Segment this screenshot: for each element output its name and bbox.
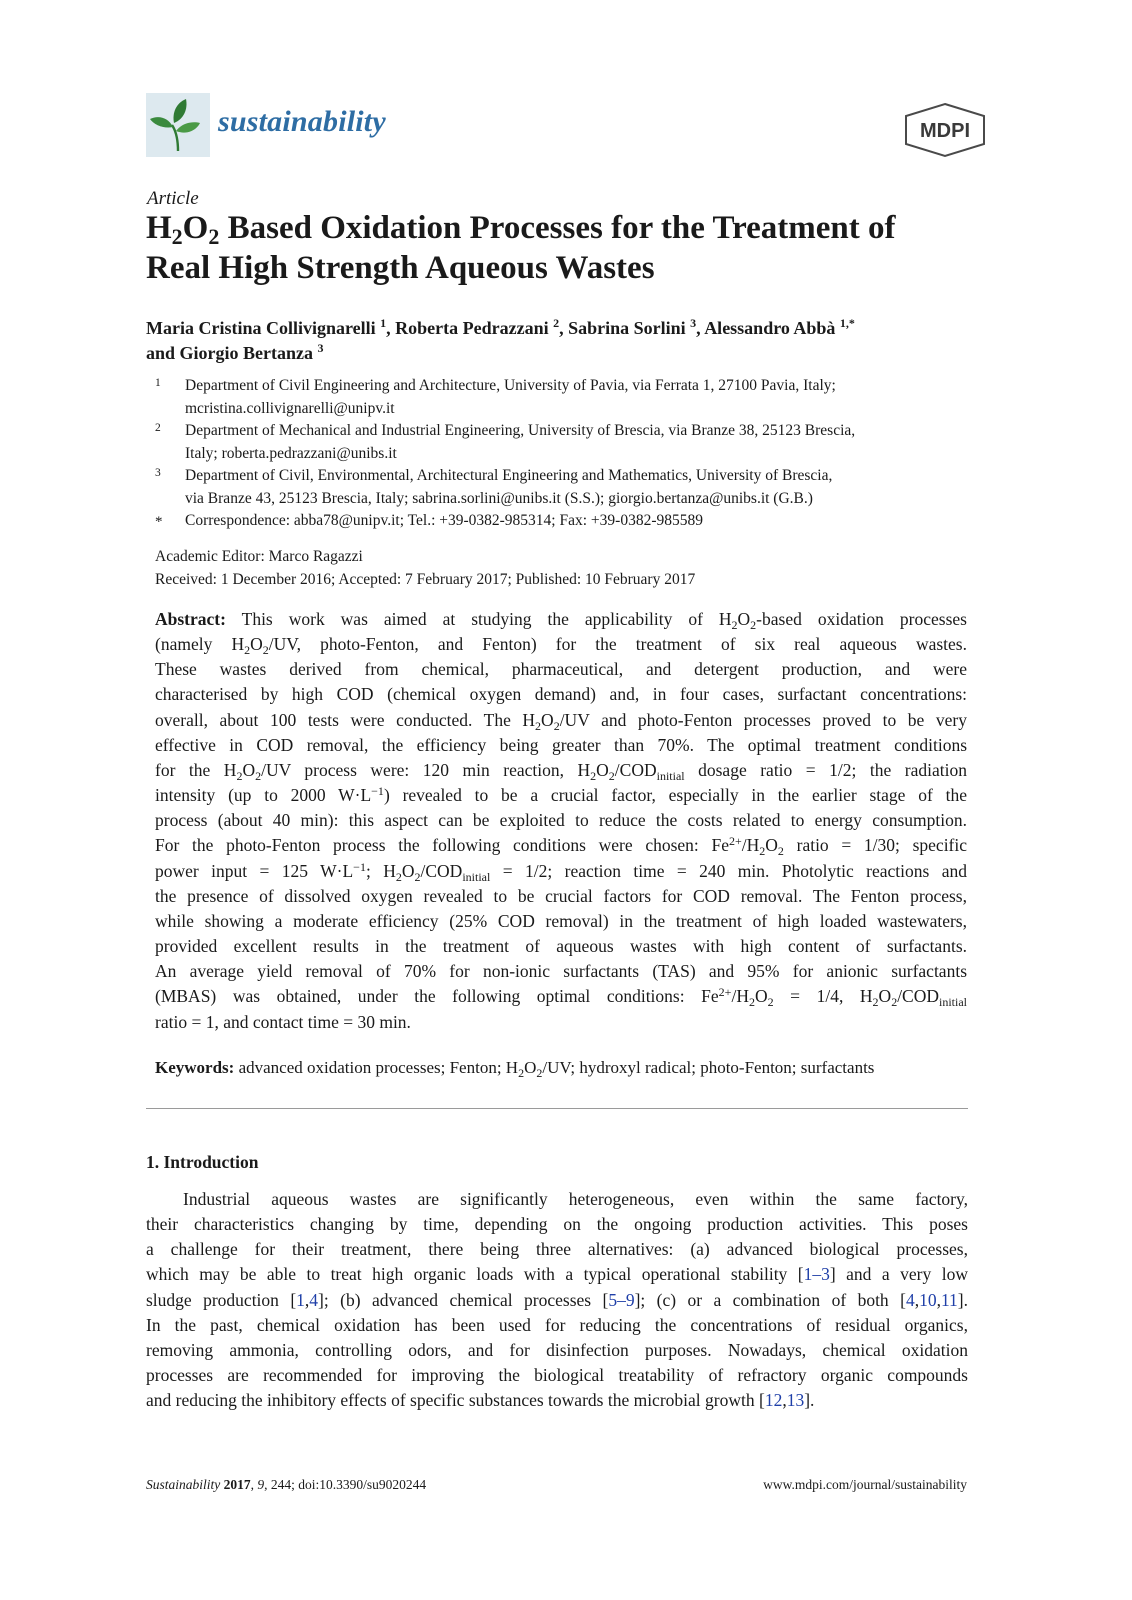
text-line: the presence of dissolved oxygen revealed to be crucial factors for COD removal. The Fenton process, <box>155 885 967 906</box>
author-list: Maria Cristina Collivignarelli $^1$, Roberta Pedrazzani $^2$, Sabrina Sorlini $^3$, Alessandro Abbà $^{1,*}$ and Giorgio Bertanza $^3$ <box>146 316 855 363</box>
text-line: For the photo-Fenton process the following conditions were chosen: $Fe^{2+}/H_2O_2$ ratio = 1/30; specific <box>155 834 968 859</box>
citation-link[interactable]: 11 <box>940 1289 958 1310</box>
text-line: These wastes derived from chemical, pharmaceutical, and detergent production, and were <box>155 659 967 680</box>
journal-logo-leaf-icon <box>146 93 210 157</box>
text-line: (namely $H_2O_2/UV$, photo-Fenton, and Fenton) for the treatment of six real aqueous wastes. <box>155 634 967 658</box>
affiliation-item: 3 Department of Civil, Environmental, Architectural Engineering and Mathematics, University of Brescia, via Branze 43, 25123 Brescia, Italy; sabrina.sorlini@unibs.it (S.S.); giorgio.bertanza@unibs.it (G.B.) <box>155 467 833 507</box>
citation-link[interactable]: 4 <box>309 1289 319 1310</box>
footer-journal-url[interactable]: www.mdpi.com/journal/sustainability <box>763 1477 967 1492</box>
mdpi-logo-icon <box>900 102 990 158</box>
keywords: Keywords: advanced oxidation processes; Fenton; $H_2O_2/UV$; hydroxyl radical; photo-Fenton; surfactants <box>155 1058 875 1080</box>
text-line: removing ammonia, controlling odors, and for disinfection purposes. Nowadays, chemical oxidation <box>146 1339 968 1360</box>
publication-dates: Received: 1 December 2016; Accepted: 7 February 2017; Published: 10 February 2017 <box>155 571 696 588</box>
mdpi-logo-text: MDPI <box>920 120 970 142</box>
text-line: intensity (up to 2000 $W\cdot L^{-1}$) revealed to be a crucial factor, especially in the earlier stage of the <box>155 784 967 806</box>
text-line: and reducing the inhibitory effects of specific substances towards the microbial growth [12,13]. <box>146 1390 815 1411</box>
text-line: provided excellent results in the treatment of aqueous wastes with high content of surfactants. <box>155 936 967 957</box>
citation-link[interactable]: 13 <box>786 1390 805 1411</box>
citation-link[interactable]: 12 <box>764 1390 783 1411</box>
text-line: effective in COD removal, the efficiency being greater than 70%. The optimal treatment conditions <box>155 734 967 755</box>
affiliation-list <box>155 375 995 533</box>
text-line: (MBAS) was obtained, under the following optimal conditions: $Fe^{2+}/H_2O_2 = 1/4$, $H_2O_2/COD_{initial}$ <box>155 985 967 1010</box>
footer-citation: Sustainability 2017, 9, 244; doi:10.3390/su9020244 <box>146 1477 427 1492</box>
text-line: their characteristics changing by time, depending on the ongoing production activities. This poses <box>146 1214 968 1235</box>
correspondence: * Correspondence: abba78@unipv.it; Tel.: +39-0382-985314; Fax: +39-0382-985589 <box>155 512 703 530</box>
text-line: power input = 125 $W\cdot L^{-1}$; $H_2O_2/COD_{initial} = 1/2$; reaction time = 240 min. Photolytic reactions and <box>155 859 968 884</box>
text-line: for the $H_2O_2/UV$ process were: 120 min reaction, $H_2O_2/COD_{initial}$ dosage ratio = 1/2; the radiation <box>155 759 967 783</box>
text-line: a challenge for their treatment, there being three alternatives: (a) advanced biological processes, <box>146 1239 968 1260</box>
journal-name: sustainability <box>218 105 386 138</box>
text-line: process (about 40 min): this aspect can be exploited to reduce the costs related to energy consumption. <box>155 810 967 831</box>
author-name: Alessandro Abbà <box>704 318 836 338</box>
author-name: Giorgio Bertanza <box>179 343 314 363</box>
text-line: sludge production [1,4]; (b) advanced chemical processes [5–9]; (c) or a combination of both [4,10,11]. <box>146 1289 968 1310</box>
text-line: processes are recommended for improving the biological treatability of refractory organic compounds <box>146 1365 968 1386</box>
text-line: overall, about 100 tests were conducted. The $H_2O_2/UV$ and photo-Fenton processes proved to be very <box>155 709 967 733</box>
text-line: An average yield removal of 70% for non-ionic surfactants (TAS) and 95% for anionic surfactants <box>155 961 967 982</box>
text-line: characterised by high COD (chemical oxygen demand) and, in four cases, surfactant concentrations: <box>155 684 967 705</box>
introduction-body <box>146 1187 968 1413</box>
citation-link[interactable]: 4 <box>905 1289 915 1310</box>
text-line: Industrial aqueous wastes are significantly heterogeneous, even within the same factory, <box>183 1189 968 1209</box>
author-name: Roberta Pedrazzani <box>395 318 549 338</box>
section-heading: 1. Introduction <box>146 1152 259 1172</box>
citation-link[interactable]: 10 <box>919 1289 937 1310</box>
affiliation-item: 2 Department of Mechanical and Industrial Engineering, University of Brescia, via Branze 38, 25123 Brescia, Italy; roberta.pedrazzani@unibs.it <box>155 422 856 462</box>
text-line: In the past, chemical oxidation has been used for reducing the concentrations of residual organics, <box>146 1314 968 1335</box>
citation-link[interactable]: 1 <box>296 1289 305 1310</box>
citation-link[interactable]: 1–3 <box>803 1264 830 1285</box>
abstract <box>155 607 967 1035</box>
divider <box>146 1108 968 1109</box>
text-line: Abstract: This work was aimed at studying the applicability of $H_2O_2$-based oxidation processes <box>155 609 967 632</box>
text-line: ratio = 1, and contact time = 30 min. <box>155 1011 411 1032</box>
citation-link[interactable]: 5–9 <box>608 1289 635 1310</box>
author-name: Sabrina Sorlini <box>568 318 686 338</box>
academic-editor: Academic Editor: Marco Ragazzi <box>155 548 363 565</box>
text-line: which may be able to treat high organic loads with a typical operational stability [1–3] and a very low <box>146 1264 968 1285</box>
keywords-label: Keywords: <box>155 1058 235 1077</box>
author-name: Maria Cristina Collivignarelli <box>146 318 376 338</box>
section-label: Abstract: <box>155 609 226 629</box>
article-type: Article <box>147 188 199 209</box>
affiliation-item: 1 Department of Civil Engineering and Architecture, University of Pavia, via Ferrata 1, 27100 Pavia, Italy; mcristina.collivignarelli@unipv.it <box>155 377 836 417</box>
article-title: $H_2O_2$ Based Oxidation Processes for the Treatment of Real High Strength Aqueous Wastes <box>146 210 896 286</box>
text-line: while showing a moderate efficiency (25% COD removal) in the treatment of high loaded wastewaters, <box>155 910 967 931</box>
